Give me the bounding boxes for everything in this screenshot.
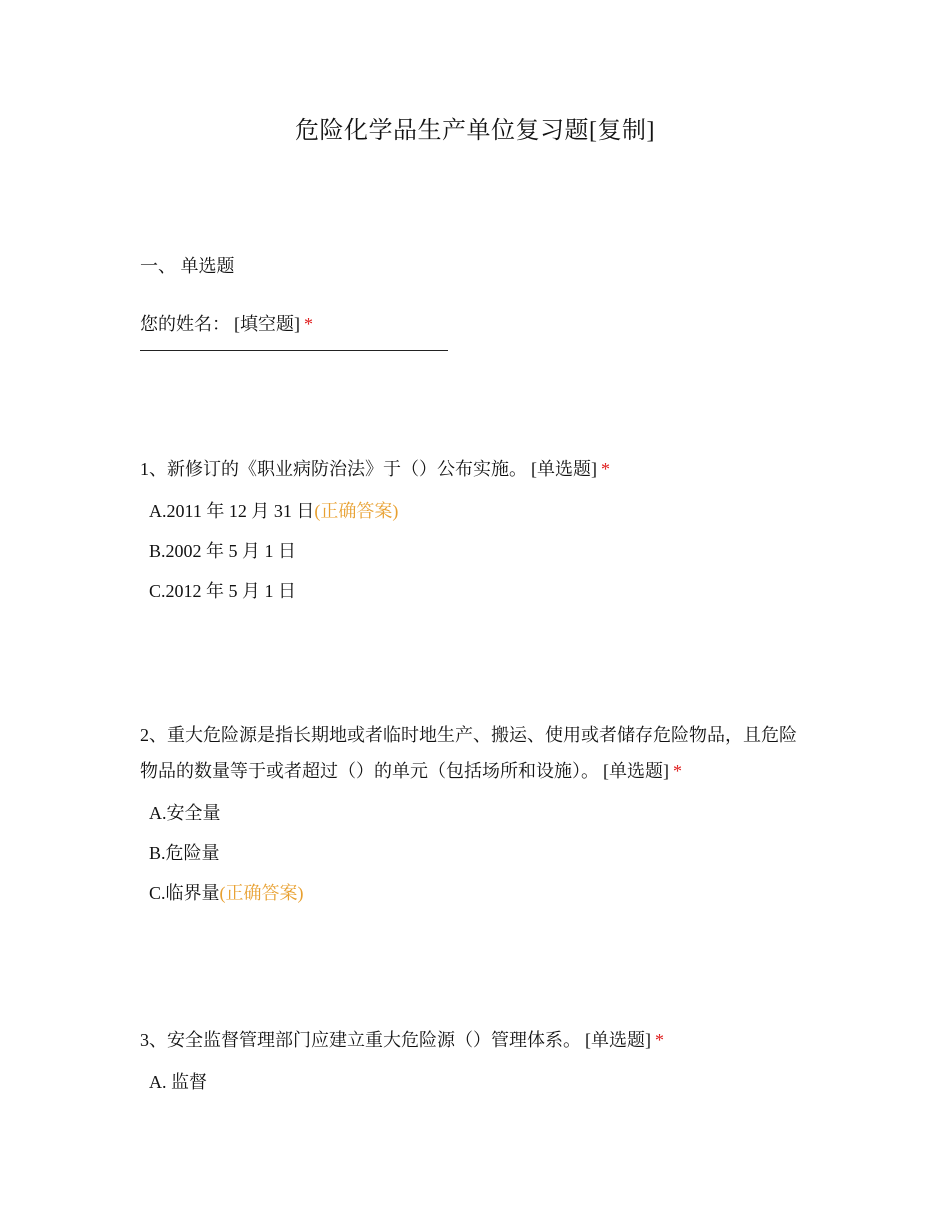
option-a[interactable]	[140, 1062, 820, 1102]
option-a[interactable]	[140, 491, 820, 531]
question-type-tag: [单选题]	[585, 1030, 651, 1050]
option-label: B.2002 年 5 月 1 日	[149, 541, 297, 561]
question-type-tag: [填空题]	[234, 314, 300, 334]
option-label: A. 监督	[149, 1072, 207, 1092]
option-b[interactable]	[140, 833, 812, 873]
question-text: 2、重大危险源是指长期地或者临时地生产、搬运、使用或者储存危险物品，且危险物品的数量等于或者超过（）的单元（包括场所和设施）。	[140, 725, 797, 781]
correct-answer-note: (正确答案)	[314, 501, 399, 521]
question-type-tag: [单选题]	[531, 459, 597, 479]
option-label: C.临界量	[149, 883, 220, 903]
document-title: 危险化学品生产单位复习题[复制]	[295, 118, 655, 144]
option-a[interactable]	[140, 793, 812, 833]
name-answer-line[interactable]	[140, 350, 448, 351]
question-1	[140, 451, 820, 611]
option-label: A.2011 年 12 月 31 日	[149, 501, 315, 521]
option-c[interactable]	[140, 873, 812, 913]
option-list	[140, 793, 812, 913]
section-heading: 一、 单选题	[140, 256, 235, 276]
option-list	[140, 1062, 820, 1102]
correct-answer-note: (正确答案)	[219, 883, 304, 903]
option-c[interactable]	[140, 571, 820, 611]
required-mark: *	[673, 761, 682, 781]
option-label: C.2012 年 5 月 1 日	[149, 581, 297, 601]
option-label: B.危险量	[149, 843, 220, 863]
question-text: 您的姓名：	[140, 314, 230, 334]
option-list	[140, 491, 820, 611]
question-text: 1、新修订的《职业病防治法》于（）公布实施。	[140, 459, 527, 479]
required-mark: *	[304, 314, 313, 334]
required-mark: *	[601, 459, 610, 479]
question-text: 3、安全监督管理部门应建立重大危险源（）管理体系。	[140, 1030, 581, 1050]
question-2	[140, 717, 812, 913]
required-mark: *	[655, 1030, 664, 1050]
question-type-tag: [单选题]	[603, 761, 669, 781]
question-3	[140, 1022, 820, 1102]
option-label: A.安全量	[149, 803, 221, 823]
name-question	[140, 306, 820, 351]
option-b[interactable]	[140, 531, 820, 571]
